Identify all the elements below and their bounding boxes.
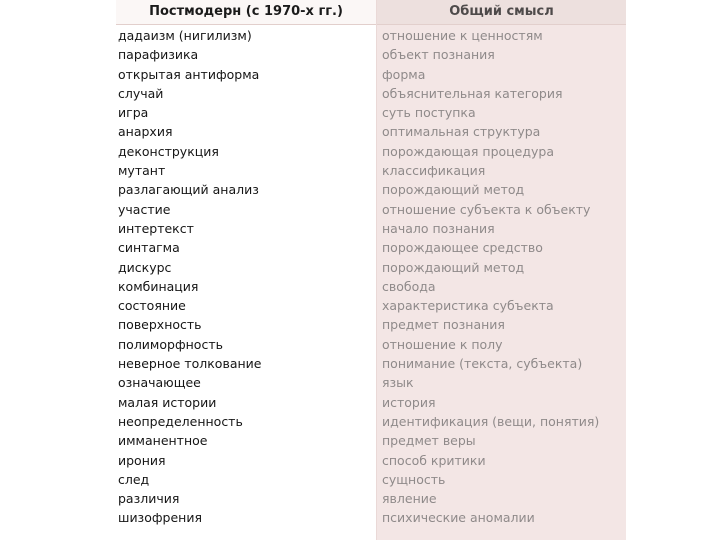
postmodern-term-cell: синтагма [118, 240, 180, 256]
meaning-cell: идентификация (вещи, понятия) [382, 413, 600, 429]
postmodern-term-cell: означающее [118, 375, 201, 391]
postmodern-term-cell: разлагающий анализ [118, 182, 259, 198]
meaning-cell: понимание (текста, субъекта) [382, 356, 583, 372]
meaning-cell: отношение к ценностям [382, 28, 543, 43]
postmodern-term-cell: полиморфность [118, 336, 223, 352]
postmodern-term-cell: шизофрения [118, 510, 202, 526]
comparison-table [116, 0, 626, 540]
meaning-cell: порождающее средство [382, 240, 543, 256]
meaning-cell: начало познания [382, 220, 495, 236]
postmodern-term-cell: дискурс [118, 259, 172, 275]
postmodern-term-cell: ирония [118, 452, 166, 468]
postmodern-column-header: Постмодерн (с 1970-х гг.) [116, 0, 376, 25]
postmodern-term-cell: неверное толкование [118, 356, 262, 372]
postmodern-term-cell: малая истории [118, 394, 217, 410]
meaning-cell: порождающий метод [382, 182, 525, 198]
meaning-cell: объяснительная категория [382, 85, 563, 101]
postmodern-term-cell: мутант [118, 163, 166, 179]
meaning-cell: порождающая процедура [382, 143, 555, 159]
postmodern-terms-list [116, 25, 376, 528]
meaning-cell: форма [382, 66, 426, 82]
meaning-cell: сущность [382, 471, 446, 487]
postmodern-term-cell: комбинация [118, 278, 199, 294]
meaning-cell: предмет веры [382, 433, 476, 449]
postmodern-term-cell: неопределенность [118, 413, 243, 429]
postmodern-term-cell: след [118, 471, 150, 487]
meaning-cell: классификация [382, 163, 486, 179]
postmodern-column [116, 0, 377, 540]
meaning-cell: способ критики [382, 452, 486, 468]
postmodern-term-cell: случай [118, 85, 164, 101]
postmodern-term-cell: анархия [118, 124, 173, 140]
postmodern-term-cell: участие [118, 201, 171, 217]
meaning-cell: отношение к полу [382, 336, 503, 352]
meaning-cell: суть поступка [382, 105, 476, 121]
postmodern-term-cell: состояние [118, 298, 186, 314]
postmodern-term-cell: открытая антиформа [118, 66, 260, 82]
meaning-cell: порождающий метод [382, 259, 525, 275]
postmodern-term-cell: имманентное [118, 433, 208, 449]
postmodern-term-cell: парафизика [118, 47, 199, 63]
postmodern-term-cell: различия [118, 491, 180, 507]
meaning-cell: характеристика субъекта [382, 298, 554, 314]
meaning-cell: объект познания [382, 47, 495, 63]
meaning-cell: психические аномалии [382, 510, 535, 526]
postmodern-term-cell: игра [118, 105, 149, 121]
meaning-cell: явление [382, 491, 437, 507]
meaning-cell: свобода [382, 278, 436, 294]
postmodern-term-cell: дадаизм (нигилизм) [118, 28, 252, 43]
meaning-cell: оптимальная структура [382, 124, 541, 140]
meaning-column-header: Общий смысл [377, 0, 626, 25]
postmodern-term-cell: поверхность [118, 317, 202, 333]
meaning-cell: отношение субъекта к объекту [382, 201, 591, 217]
postmodern-term-cell: деконструкция [118, 143, 219, 159]
postmodern-term-cell: интертекст [118, 220, 194, 236]
meaning-terms-list [377, 25, 626, 528]
meaning-cell: язык [382, 375, 414, 391]
meaning-column [377, 0, 626, 540]
meaning-cell: история [382, 394, 436, 410]
meaning-cell: предмет познания [382, 317, 505, 333]
